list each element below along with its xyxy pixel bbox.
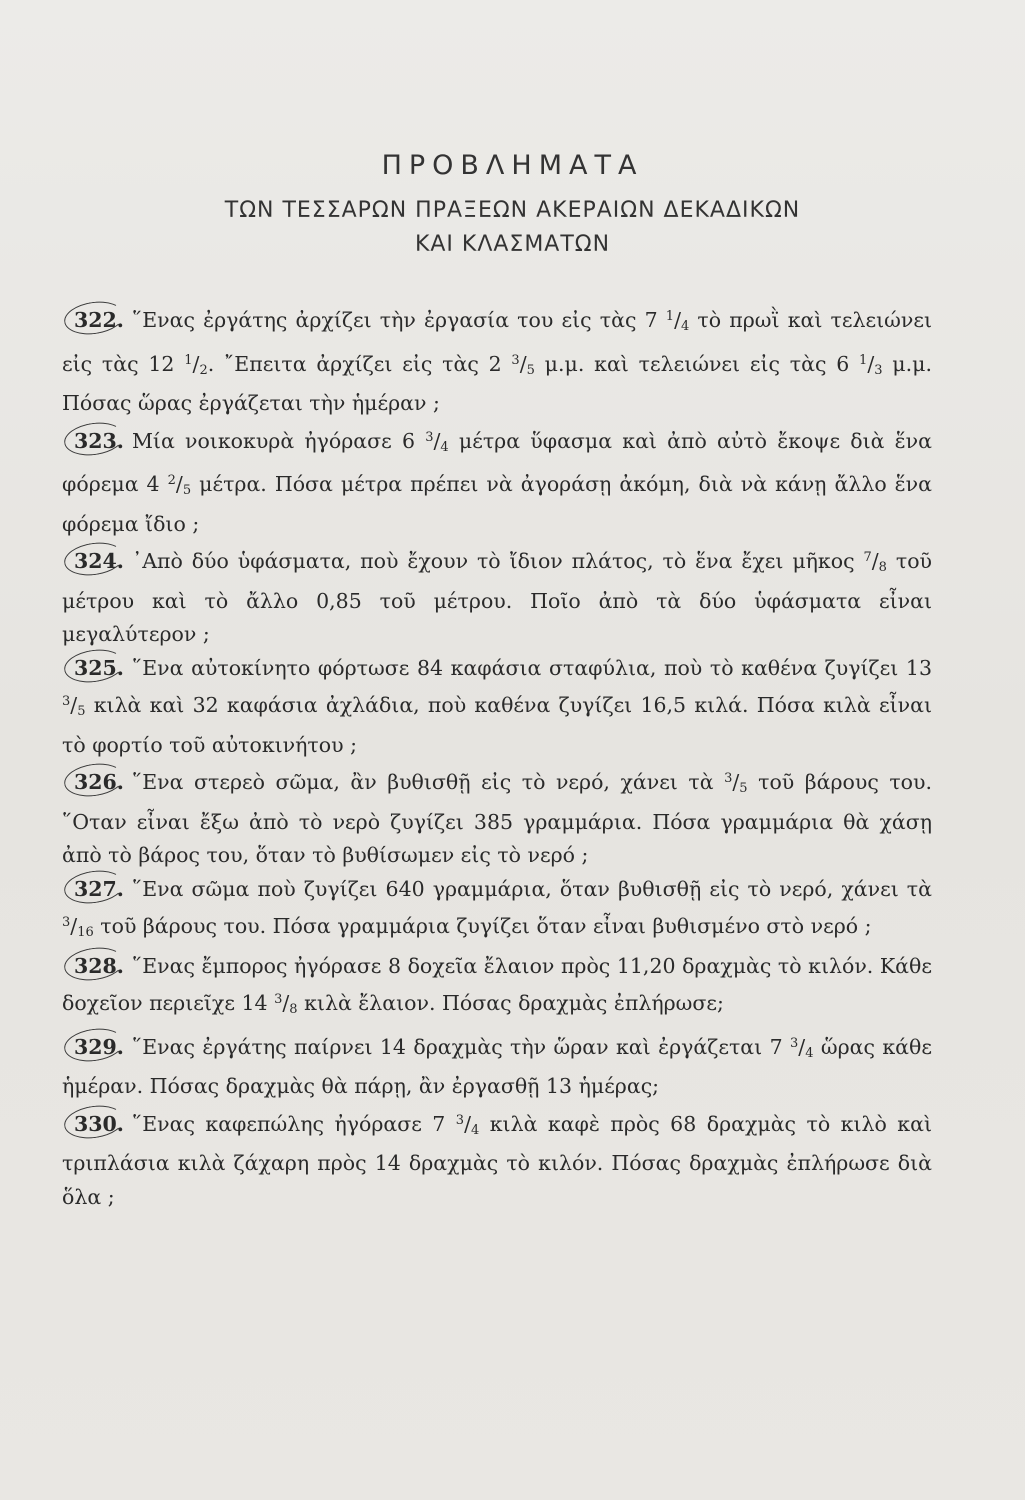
fraction-denominator: 5: [526, 362, 535, 378]
fraction-numerator: 3: [790, 1035, 799, 1051]
problem-text: ῞Ενας καφεπώλης ἠγόρασε 7: [131, 1111, 456, 1136]
problem-text: Μία νοικοκυρὰ ἠγόρασε 6: [131, 428, 426, 453]
problem-329: [62, 1027, 932, 1104]
problem-text: μέτρα. Πόσα μέτρα πρέπει νὰ ἀγοράσῃ ἀκόμη, διὰ νὰ κάνῃ ἄλλο ἕνα φόρεμα ἴδιο ;: [62, 472, 932, 536]
problem-number: 329.: [70, 1031, 128, 1065]
problem-number: 323.: [70, 425, 128, 459]
fraction-slash: /: [192, 351, 200, 376]
fraction-numerator: 3: [425, 429, 434, 445]
problem-330: [62, 1104, 932, 1215]
problem-number: 330.: [70, 1108, 128, 1142]
problem-text: μ.μ. καὶ τελειώνει εἰς τὰς 6: [534, 351, 860, 376]
fraction-numerator: 1: [184, 352, 193, 368]
problem-text: . ῎Επειτα ἀρχίζει εἰς τὰς 2: [207, 351, 512, 376]
fraction-slash: /: [175, 472, 183, 496]
fraction-numerator: 3: [274, 992, 283, 1007]
fraction-denominator: 5: [77, 704, 86, 719]
fraction-numerator: 1: [665, 309, 675, 324]
fraction-denominator: 2: [199, 362, 208, 378]
fraction-numerator: 3: [62, 694, 71, 709]
fraction-slash: /: [674, 308, 681, 332]
problem-328: [62, 950, 932, 1027]
problem-323: [62, 421, 932, 542]
problem-text: μέτρα ὕφασμα καὶ ἀπὸ αὐτὸ ἔκοψε διὰ ἕνα φόρεμα 4: [62, 428, 932, 496]
problem-327: [62, 873, 932, 950]
fraction-denominator: 5: [182, 483, 192, 498]
problem-list: [62, 300, 932, 1214]
fraction-denominator: 4: [440, 439, 449, 455]
fraction-slash: /: [519, 351, 527, 376]
problem-324: [62, 541, 932, 652]
problem-text: ᾿Απὸ δύο ὑφάσματα, ποὺ ἔχουν τὸ ἴδιον πλάτος, τὸ ἕνα ἔχει μῆκος: [131, 549, 864, 573]
problem-text: ῞Ενας ἔμπορος ἠγόρασε 8 δοχεῖα ἔλαιον πρὸς 11,20 δραχμὰς τὸ κιλόν. Κάθε δοχεῖον περιεῖχε 14: [62, 953, 932, 1015]
fraction-denominator: 4: [805, 1045, 814, 1061]
problem-text: μ.μ. Πόσας ὥρας ἐργάζεται τὴν ἡμέραν ;: [62, 351, 932, 415]
problem-text: ῞Ενα αὐτοκίνητο φόρτωσε 84 καφάσια σταφύλια, ποὺ τὸ καθένα ζυγίζει 13: [131, 655, 932, 680]
problem-text: τοῦ βάρους του. Πόσα γραμμάρια ζυγίζει ὅταν εἶναι βυθισμένο στὸ νερό ;: [93, 914, 872, 938]
fraction-slash: /: [433, 428, 441, 453]
page-subtitle-line1: ΤΩΝ ΤΕΣΣΑΡΩΝ ΠΡΑΞΕΩΝ ΑΚΕΡΑΙΩΝ ΔΕΚΑΔΙΚΩΝ: [224, 198, 801, 223]
fraction-numerator: 7: [863, 550, 872, 565]
fraction-denominator: 8: [878, 560, 887, 575]
problem-text: τὸ πρωῒ καὶ τελειώνει εἰς τὰς 12: [62, 308, 932, 376]
problem-text: τοῦ βάρους του. ῞Οταν εἶναι ἔξω ἀπὸ τὸ νερὸ ζυγίζει 385 γραμμάρια. Πόσα γραμμάρια θὰ χάσῃ ἀπὸ τὸ βάρος του, ὅταν τὸ βυθίσωμεν εἰς τὸ νερό ;: [62, 770, 932, 867]
problem-text: κιλὰ ἔλαιον. Πόσας δραχμὰς ἐπλήρωσε;: [297, 991, 724, 1015]
fraction-slash: /: [867, 351, 875, 376]
fraction-numerator: 3: [455, 1112, 465, 1128]
page-subtitle-line2: ΚΑΙ ΚΛΑΣΜΑΤΩΝ: [414, 232, 611, 257]
fraction-slash: /: [70, 914, 78, 938]
fraction-denominator: 4: [681, 319, 690, 334]
problem-text: τοῦ μέτρου καὶ τὸ ἄλλο 0,85 τοῦ μέτρου. Ποῖο ἀπὸ τὰ δύο ὑφάσματα εἶναι μεγαλύτερον ;: [62, 549, 932, 646]
fraction-numerator: 3: [724, 771, 733, 786]
problem-number: 325.: [70, 652, 128, 686]
problem-number: 326.: [70, 766, 128, 800]
fraction-numerator: 1: [859, 352, 868, 368]
fraction-numerator: 2: [167, 473, 176, 488]
problem-text: ὥρας κάθε ἡμέραν. Πόσας δραχμὰς θὰ πάρῃ, ἂν ἐργασθῇ 13 ἡμέρας;: [62, 1034, 932, 1098]
page-title: ΠΡΟΒΛΗΜΑΤΑ: [381, 150, 644, 181]
fraction-denominator: 8: [289, 1002, 298, 1017]
fraction-denominator: 16: [77, 925, 94, 940]
problem-number: 322.: [70, 304, 128, 338]
fraction-slash: /: [70, 693, 78, 717]
problem-text: κιλὰ καφὲ πρὸς 68 δραχμὰς τὸ κιλὸ καὶ τριπλάσια κιλὰ ζάχαρη πρὸς 14 δραχμὰς τὸ κιλόν. Πόσας δραχμὰς ἐπλήρωσε διὰ ὅλα ;: [62, 1111, 932, 1209]
fraction-numerator: 3: [62, 915, 71, 930]
fraction-denominator: 3: [874, 362, 883, 378]
problem-326: [62, 762, 932, 873]
problem-text: ῞Ενα στερεὸ σῶμα, ἂν βυθισθῇ εἰς τὸ νερό, χάνει τὰ: [131, 770, 725, 794]
problem-text: ῞Ενας ἐργάτης ἀρχίζει τὴν ἐργασία του εἰς τὰς 7: [131, 308, 666, 332]
fraction-slash: /: [282, 991, 290, 1015]
problem-322: [62, 300, 932, 421]
fraction-numerator: 3: [511, 352, 520, 368]
problem-325: [62, 652, 932, 763]
fraction-slash: /: [871, 549, 879, 573]
problem-text: κιλὰ καὶ 32 καφάσια ἀχλάδια, ποὺ καθένα ζυγίζει 16,5 κιλά. Πόσα κιλὰ εἶναι τὸ φορτίο τοῦ αὐτοκινήτου ;: [62, 693, 932, 757]
fraction-slash: /: [798, 1034, 806, 1059]
fraction-denominator: 4: [471, 1122, 480, 1138]
fraction-denominator: 5: [739, 781, 748, 796]
problem-text: ῞Ενας ἐργάτης παίρνει 14 δραχμὰς τὴν ὥραν καὶ ἐργάζεται 7: [131, 1034, 791, 1059]
problem-number: 328.: [70, 950, 128, 984]
problem-number: 327.: [70, 873, 128, 907]
fraction-slash: /: [464, 1111, 471, 1136]
problem-number: 324.: [70, 545, 128, 579]
fraction-slash: /: [732, 770, 740, 794]
problem-text: ῞Ενα σῶμα ποὺ ζυγίζει 640 γραμμάρια, ὅταν βυθισθῇ εἰς τὸ νερό, χάνει τὰ: [131, 876, 932, 901]
